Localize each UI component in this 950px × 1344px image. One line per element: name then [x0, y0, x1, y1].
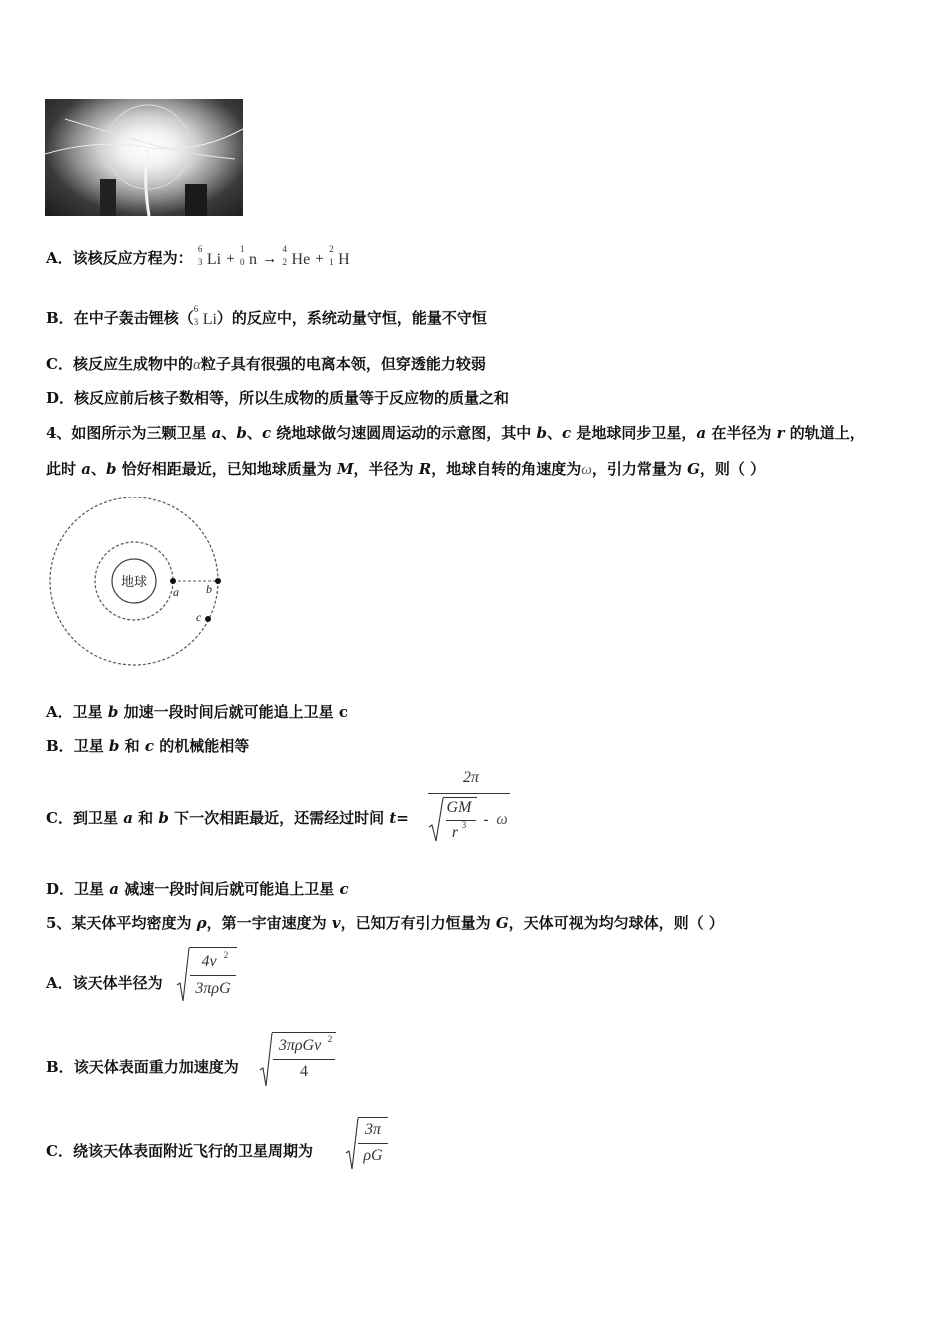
option-text: ）的反应中，系统动量守恒，能量不守恒 — [216, 309, 487, 327]
gm: GM — [446, 799, 472, 816]
q5-option-a: A．该天体半径为 — [46, 974, 163, 992]
orbit-diagram — [46, 497, 226, 667]
nuclide-n: 1 0 n — [240, 243, 258, 268]
nuclide-he: 4 2 He — [282, 243, 311, 268]
radical-sign — [345, 1117, 359, 1171]
q5-option-c: C．绕该天体表面附近飞行的卫星周期为 — [46, 1142, 313, 1160]
plasma-globe-icon — [45, 99, 243, 216]
r-var: r — [451, 824, 459, 841]
option-text: 该核反应方程为： — [72, 249, 193, 267]
exponent: 2 — [223, 950, 229, 960]
denominator: 3πρG — [195, 980, 231, 997]
plus: + — [226, 251, 235, 267]
fraction-bar — [190, 975, 236, 976]
numerator: 3πρGv — [278, 1037, 322, 1054]
denominator: 4 — [300, 1063, 308, 1080]
q3-option-a — [46, 243, 350, 270]
q3-option-d — [46, 388, 509, 408]
q4-option-b: B．卫星 b 和 c 的机械能相等 — [46, 737, 250, 755]
nuclide-li: 6 3 Li — [193, 303, 217, 328]
satellite-a — [170, 578, 176, 584]
minus: - — [483, 811, 489, 828]
label-b: b — [206, 582, 212, 596]
q4-option-a: A．卫星 b 加速一段时间后就可能追上卫星 c — [46, 703, 348, 721]
option-label: D． — [46, 389, 75, 407]
option-label: B． — [46, 309, 74, 327]
radical-bar — [358, 1117, 388, 1118]
q4-stem-line1: 4、如图所示为三颗卫星 a、b、c 绕地球做匀速圆周运动的示意图，其中 b、c 是地球同步卫星，a 在半径为 r 的轨道上， — [46, 424, 865, 442]
r-exponent: 3 — [461, 820, 467, 830]
option-text: 在中子轰击锂核（ — [73, 309, 194, 327]
q3-option-b — [46, 303, 487, 330]
plus: + — [315, 251, 324, 267]
alpha-symbol: α — [192, 357, 201, 373]
radical-bar — [189, 947, 237, 948]
formula-numerator: 2π — [462, 769, 479, 786]
numerator: 3π — [364, 1121, 381, 1138]
arrow: → — [262, 251, 278, 267]
satellite-b — [215, 578, 221, 584]
fraction-bar — [428, 793, 510, 794]
q4-option-c: C．到卫星 a 和 b 下一次相距最近，还需经过时间 t= — [46, 809, 409, 827]
option-text: 核反应生成物中的 — [72, 355, 193, 373]
earth-label: 地球 — [120, 575, 148, 590]
label-a: a — [173, 585, 179, 599]
satellite-c — [205, 616, 211, 622]
omega: ω — [496, 811, 508, 828]
fraction-bar — [358, 1143, 388, 1144]
exponent: 2 — [327, 1034, 333, 1044]
nuclide-h: 2 1 H — [329, 243, 350, 268]
radical-sign — [259, 1032, 273, 1088]
label-c: c — [196, 610, 202, 624]
fraction-bar — [273, 1059, 335, 1060]
numerator: 4v — [201, 953, 217, 970]
option-label: A． — [46, 249, 73, 267]
q5-stem: 5、某天体平均密度为 ρ，第一宇宙速度为 v，已知万有引力恒量为 G，天体可视为均匀球体，则（ ） — [46, 914, 724, 932]
radical-bar — [272, 1032, 336, 1033]
plasma-globe-photo — [45, 99, 243, 216]
option-label: C． — [46, 355, 73, 373]
q3-option-c — [46, 354, 486, 375]
denominator: ρG — [363, 1147, 383, 1164]
radical-bar — [443, 797, 477, 798]
q5-option-b: B．该天体表面重力加速度为 — [46, 1058, 239, 1076]
q4-option-d: D．卫星 a 减速一段时间后就可能追上卫星 c — [46, 880, 349, 898]
q4-stem-line2: 此时 a、b 恰好相距最近，已知地球质量为 M，半径为 R，地球自转的角速度为ω，引力常量为 G，则（ ） — [46, 460, 766, 478]
option-text: 核反应前后核子数相等，所以生成物的质量等于反应物的质量之和 — [74, 389, 510, 407]
option-text: 粒子具有很强的电离本领，但穿透能力较弱 — [200, 355, 486, 373]
nuclide-li: 6 3 Li — [197, 243, 222, 268]
